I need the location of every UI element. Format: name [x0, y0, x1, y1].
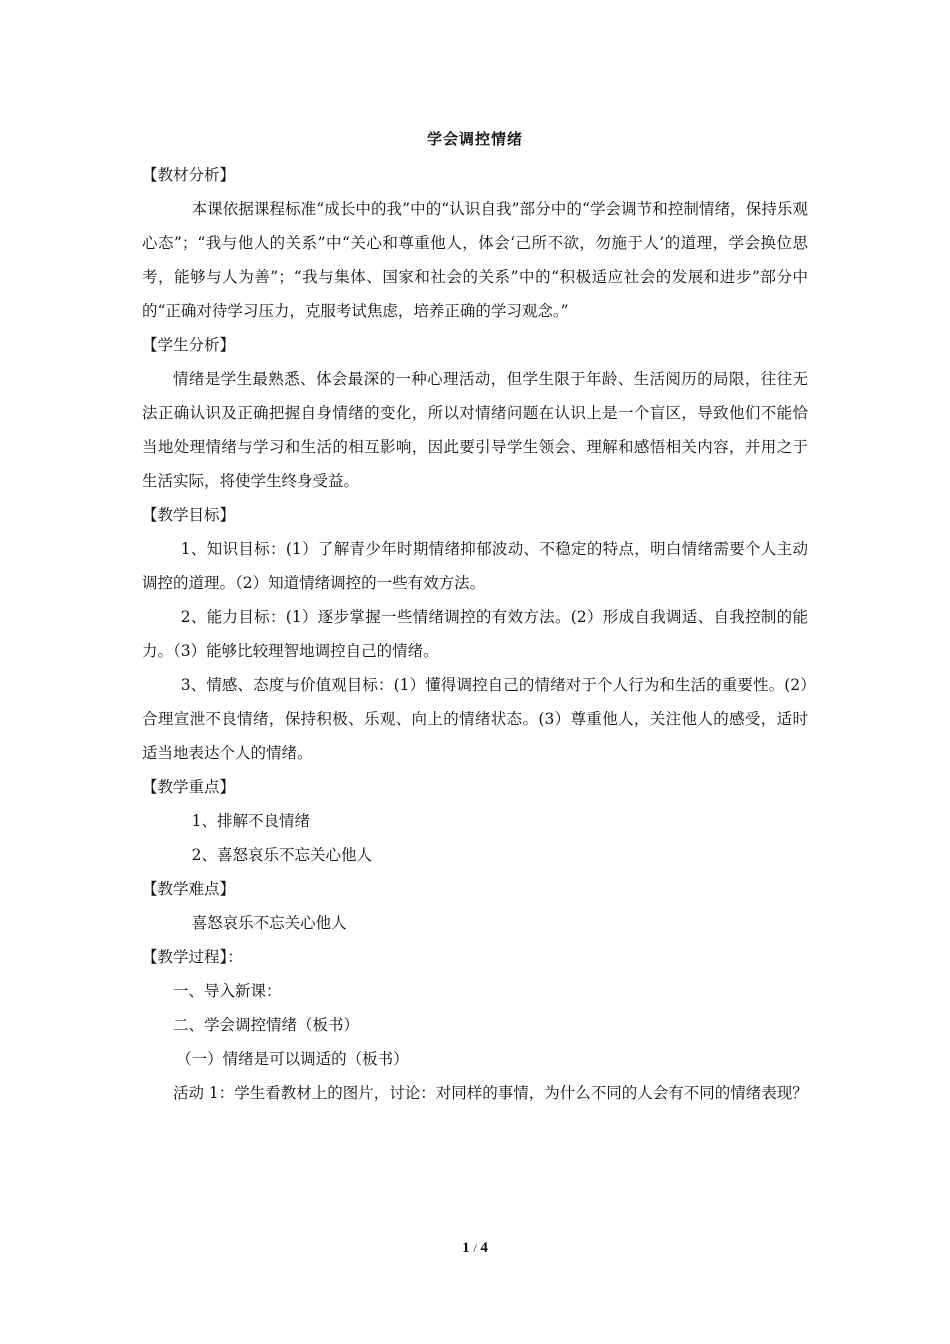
- document-title: 学会调控情绪: [426, 130, 523, 148]
- section-heading-process: 【教学过程】：: [142, 948, 243, 966]
- section-heading-student: 【学生分析】: [142, 336, 236, 354]
- page-number: [0, 1240, 950, 1257]
- list-item-difficulty: 喜怒哀乐不忘关心他人: [191, 914, 347, 932]
- page-separator: /: [473, 1241, 477, 1255]
- section-heading-goals: 【教学目标】: [142, 506, 236, 524]
- section-heading-difficulty: 【教学难点】: [142, 880, 236, 898]
- paragraph-goal-ability: 2、能力目标：(1）逐步掌握一些情绪调控的有效方法。(2）形成自我调适、自我控制的能力。（3）能够比较理智地调控自己的情绪。: [142, 608, 808, 660]
- paragraph-textbook-analysis: 本课依据课程标准“成长中的我”中的“认识自我”部分中的“学会调节和控制情绪，保持乐观心态”；“我与他人的关系”中“关心和尊重他人，体会‘己所不欲，勿施于人’的道理，学会换位思考，能够与人为善”；“我与集体、国家和社会的关系”中的“积极适应社会的发展和进步”部分中的“正确对待学习压力，克服考试焦虑，培养正确的学习观念。”: [142, 200, 808, 320]
- paragraph-activity-1: 活动 1：学生看教材上的图片，讨论：对同样的事情，为什么不同的人会有不同的情绪表现？: [173, 1084, 808, 1102]
- section-heading-textbook: 【教材分析】: [142, 166, 236, 184]
- total-page-number: 4: [480, 1240, 488, 1256]
- list-item-key-point-2: 2、喜怒哀乐不忘关心他人: [191, 846, 372, 864]
- paragraph-goal-knowledge: 1、知识目标：(1）了解青少年时期情绪抑郁波动、不稳定的特点，明白情绪需要个人主动调控的道理。（2）知道情绪调控的一些有效方法。: [142, 540, 808, 592]
- document-body: [142, 158, 808, 1110]
- current-page-number: 1: [462, 1240, 470, 1256]
- list-item-key-point-1: 1、排解不良情绪: [191, 812, 310, 830]
- paragraph-goal-attitude: 3、情感、态度与价值观目标：(1）懂得调控自己的情绪对于个人行为和生活的重要性。(2）合理宣泄不良情绪，保持积极、乐观、向上的情绪状态。(3）尊重他人，关注他人的感受，适时适当地表达个人的情绪。: [142, 676, 808, 762]
- process-step-learn: 二、学会调控情绪（板书）: [173, 1016, 360, 1034]
- process-step-intro: 一、导入新课：: [173, 982, 282, 1000]
- paragraph-student-analysis: 情绪是学生最熟悉、体会最深的一种心理活动，但学生限于年龄、生活阅历的局限，往往无法正确认识及正确把握自身情绪的变化，所以对情绪问题在认识上是一个盲区，导致他们不能恰当地处理情绪与学习和生活的相互影响，因此要引导学生领会、理解和感悟相关内容，并用之于生活实际，将使学生终身受益。: [142, 370, 808, 490]
- section-heading-key-points: 【教学重点】: [142, 778, 236, 796]
- process-step-adjustable: （一）情绪是可以调适的（板书）: [176, 1050, 409, 1068]
